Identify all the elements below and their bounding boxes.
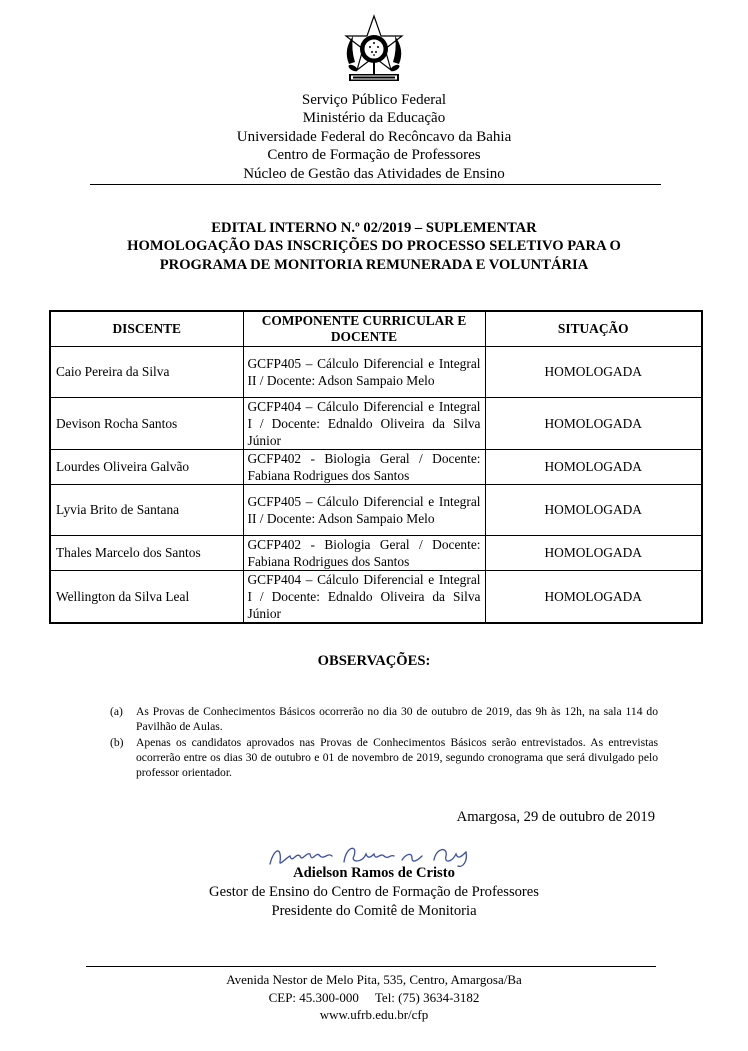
header-line-university: Universidade Federal do Recôncavo da Bahia	[236, 129, 512, 145]
header-line-ministry: Ministério da Educação	[302, 110, 446, 126]
status-cell: HOMOLOGADA	[485, 536, 702, 571]
student-name: Lyvia Brito de Santana	[50, 485, 243, 536]
table-row	[50, 347, 702, 398]
table-row	[50, 536, 702, 571]
document-title: EDITAL INTERNO N.º 02/2019 – SUPLEMENTAR	[211, 220, 537, 236]
observations-title: OBSERVAÇÕES:	[317, 653, 431, 669]
footer-contact: CEP: 45.300-000 Tel: (75) 3634-3182	[268, 990, 480, 1005]
status-cell: HOMOLOGADA	[485, 347, 702, 398]
status-cell: HOMOLOGADA	[485, 571, 702, 624]
signer-committee-role: Presidente do Comitê de Monitoria	[271, 903, 477, 919]
header-divider	[90, 184, 661, 185]
observation-item	[110, 735, 658, 783]
header-line-service: Serviço Público Federal	[301, 92, 447, 108]
document-subtitle-line2: PROGRAMA DE MONITORIA REMUNERADA E VOLUNTÁRIA	[159, 257, 589, 273]
component-teacher: GCFP402 - Biologia Geral / Docente: Fabiana Rodrigues dos Santos	[243, 450, 485, 485]
table-row	[50, 485, 702, 536]
coat-of-arms-brazil-icon	[339, 14, 409, 88]
signer-role: Gestor de Ensino do Centro de Formação de Professores	[209, 884, 539, 900]
observation-text: Apenas os candidatos aprovados nas Provas de Conhecimentos Básicos serão entrevistados. As entrevistas ocorrerão entre os dias 30 de outubro e 01 de novembro de 2019, segundo cronograma que será divulgado pelo professor orientador.	[136, 736, 658, 779]
status-cell: HOMOLOGADA	[485, 398, 702, 450]
table-header-row	[50, 311, 702, 347]
status-cell: HOMOLOGADA	[485, 485, 702, 536]
observation-marker: (b)	[110, 736, 124, 749]
header-line-center: Centro de Formação de Professores	[267, 147, 481, 163]
student-name: Thales Marcelo dos Santos	[50, 536, 243, 571]
footer-address: Avenida Nestor de Melo Pita, 535, Centro, Amargosa/Ba	[226, 972, 522, 987]
student-name: Wellington da Silva Leal	[50, 571, 243, 624]
status-cell: HOMOLOGADA	[485, 450, 702, 485]
component-teacher: GCFP402 - Biologia Geral / Docente: Fabiana Rodrigues dos Santos	[243, 536, 485, 571]
footer-website: www.ufrb.edu.br/cfp	[319, 1007, 429, 1022]
student-name: Caio Pereira da Silva	[50, 347, 243, 398]
table-row	[50, 398, 702, 450]
column-header-student: DISCENTE	[50, 311, 243, 347]
component-teacher: GCFP405 – Cálculo Diferencial e Integral II / Docente: Adson Sampaio Melo	[243, 347, 485, 398]
table-row	[50, 450, 702, 485]
student-name: Devison Rocha Santos	[50, 398, 243, 450]
footer-divider	[86, 966, 656, 967]
component-teacher: GCFP405 – Cálculo Diferencial e Integral II / Docente: Adson Sampaio Melo	[243, 485, 485, 536]
header-line-nucleus: Núcleo de Gestão das Atividades de Ensino	[243, 166, 505, 182]
signer-name: Adielson Ramos de Cristo	[293, 865, 455, 881]
student-name: Lourdes Oliveira Galvão	[50, 450, 243, 485]
place-and-date: Amargosa, 29 de outubro de 2019	[456, 809, 655, 825]
homologation-table	[49, 310, 701, 624]
column-header-component: COMPONENTE CURRICULAR E DOCENTE	[243, 311, 485, 347]
observation-marker: (a)	[110, 705, 123, 718]
column-header-status: SITUAÇÃO	[485, 311, 702, 347]
component-teacher: GCFP404 – Cálculo Diferencial e Integral I / Docente: Ednaldo Oliveira da Silva Júnior	[243, 398, 485, 450]
observation-text: As Provas de Conhecimentos Básicos ocorrerão no dia 30 de outubro de 2019, das 9h às 12h, na sala 114 do Pavilhão de Aulas.	[136, 705, 658, 733]
document-subtitle-line1: HOMOLOGAÇÃO DAS INSCRIÇÕES DO PROCESSO SELETIVO PARA O	[127, 238, 621, 254]
component-teacher: GCFP404 – Cálculo Diferencial e Integral I / Docente: Ednaldo Oliveira da Silva Júnior	[243, 571, 485, 624]
table-row	[50, 571, 702, 624]
observation-item	[110, 704, 658, 736]
